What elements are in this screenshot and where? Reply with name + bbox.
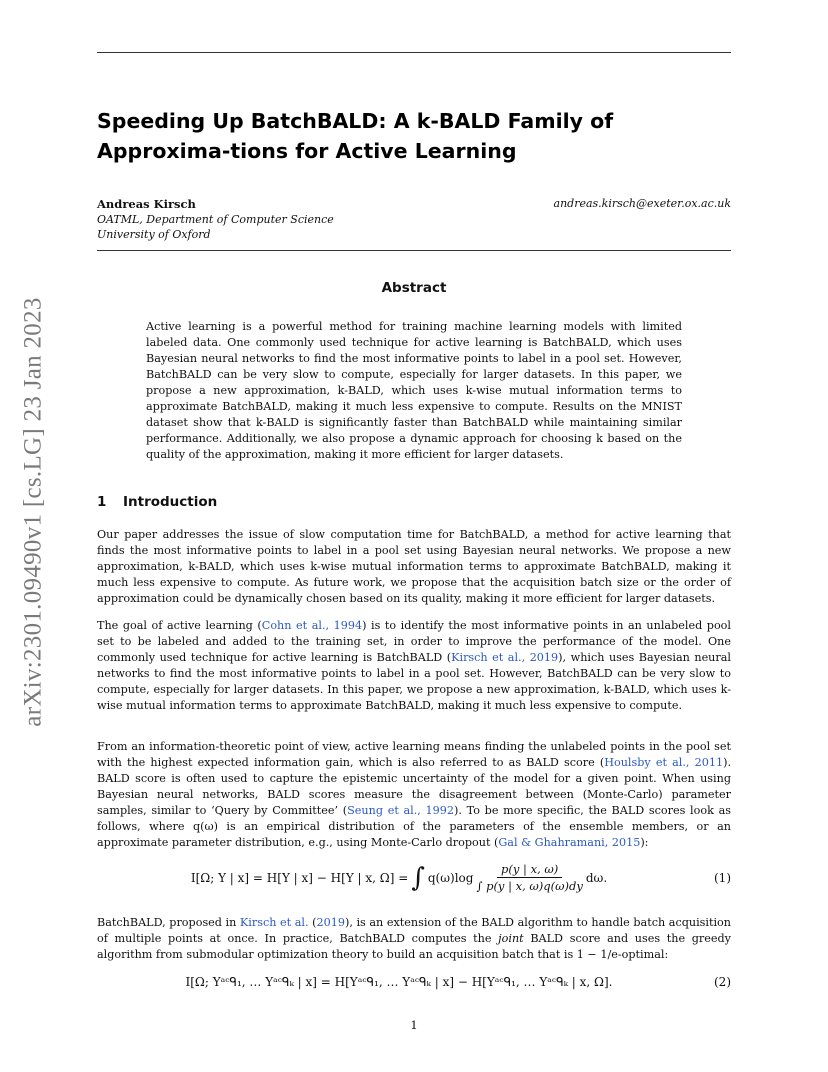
- equation-mid: q(ω)log: [427, 870, 474, 885]
- abstract-heading: Abstract: [381, 280, 447, 296]
- text-run: From an information-theoretic point of view, active learning means finding the unlabeled points in the pool set with the highest expected information gain, which is also referred to as BALD score (: [97, 740, 731, 769]
- text-run: ). To be more specific, the BALD scores look as follows, where q(ω) is an empirical distribution of the parameters of the ensemble members, or an approximate parameter distribution, e.g., using Monte-Carlo dropout (: [97, 804, 731, 849]
- equation-1: [97, 862, 731, 893]
- text-run: ). BALD score is often used to capture the epistemic uncertainty of the model for a given point. When using Bayesian neural networks, BALD scores measure the disagreement between (Monte-Carlo) parameter samples, similar to ‘Query by Committee’ (: [97, 756, 731, 817]
- integral-symbol: ∫: [411, 862, 425, 893]
- text-run: The goal of active learning (: [97, 619, 262, 632]
- abstract-text: Active learning is a powerful method for training machine learning models with limited labeled data. One commonly used technique for active learning is BatchBALD, which uses Bayesian neural networks to find the most informative points to label in a pool set. However, BatchBALD can be very slow to compute, especially for larger datasets. In this paper, we propose a new approximation, k-BALD, which uses k-wise mutual information terms to approximate BatchBALD, making it much less expensive to compute. Results on the MNIST dataset show that k-BALD is significantly faster than BatchBALD while maintaining similar performance. Additionally, we also propose a dynamic approach for choosing k based on the quality of the approximation, making it more efficient for larger datasets.: [146, 320, 682, 461]
- citation-link[interactable]: 2019: [316, 916, 345, 929]
- section-heading: [97, 494, 217, 510]
- text-run: (: [308, 916, 317, 929]
- equation-body: [97, 975, 701, 989]
- text-run: ), which uses Bayesian neural networks to find the most informative points to label in a pool set. However, BatchBALD can be very slow to compute, especially for larger datasets. In this paper, we propose a new approximation, k-BALD, which uses k-wise mutual information terms to approximate BatchBALD, making it much less expensive to compute.: [97, 651, 731, 712]
- text-run: ) is to identify the most informative points in an unlabeled pool set to be labeled and added to the training set, in order to improve the performance of the model. One commonly used technique for active learning is BatchBALD (: [97, 619, 731, 664]
- text-run: BALD score and uses the greedy algorithm from submodular optimization theory to build an acquisition batch that is 1 − 1/e-optimal:: [97, 932, 731, 961]
- fraction-numerator: p(y | x, ω): [497, 862, 562, 878]
- equation-text: I[Ω; Yᵃᶜᑫ₁, … Yᵃᶜᑫₖ | x] = H[Yᵃᶜᑫ₁, … Yᵃᶜᑫₖ | x] − H[Yᵃᶜᑫ₁, … Yᵃᶜᑫₖ | x, Ω].: [185, 975, 613, 989]
- fraction-denominator: ∫ p(y | x, ω)q(ω)dy: [476, 879, 583, 893]
- author-rule: [97, 250, 731, 251]
- arxiv-side-stamp: [14, 292, 54, 732]
- text-run: ):: [640, 836, 649, 849]
- author-institution: University of Oxford: [97, 228, 211, 241]
- emphasis: joint: [498, 932, 524, 945]
- equation-lhs: I[Ω; Y | x] = H[Y | x] − H[Y | x, Ω] =: [190, 870, 409, 885]
- paper-title: Speeding Up BatchBALD: A k-BALD Family of Approxima-tions for Active Learning: [97, 109, 614, 163]
- intro-paragraph-4: [97, 915, 731, 963]
- arxiv-identifier: arXiv:2301.09490v1 [cs.LG] 23 Jan 2023: [20, 297, 47, 727]
- citation-link[interactable]: Kirsch et al., 2019: [451, 651, 559, 664]
- equation-tail: dω.: [585, 870, 608, 885]
- citation-link[interactable]: Houlsby et al., 2011: [604, 756, 724, 769]
- equation-number: (2): [714, 975, 731, 989]
- equation-body: [97, 862, 701, 893]
- author-email: andreas.kirsch@exeter.ox.ac.uk: [553, 197, 731, 210]
- intro-paragraph-2: [97, 618, 731, 714]
- citation-link[interactable]: Seung et al., 1992: [347, 804, 455, 817]
- section-title: Introduction: [123, 494, 218, 510]
- top-rule: [97, 52, 731, 53]
- equation-fraction: [476, 862, 582, 893]
- intro-paragraph-3: [97, 739, 731, 851]
- author-affiliation: OATML, Department of Computer Science: [97, 213, 334, 226]
- citation-link[interactable]: Gal & Ghahramani, 2015: [498, 836, 641, 849]
- citation-link[interactable]: Cohn et al., 1994: [261, 619, 363, 632]
- intro-paragraph-1: Our paper addresses the issue of slow computation time for BatchBALD, a method for active learning that finds the most informative points to label in a pool set using Bayesian neural networks. We propose a new approximation, k-BALD, which uses k-wise mutual information terms to approximate BatchBALD, making it much less expensive to compute. As future work, we propose that the acquisition batch size or the order of approximation could be dynamically chosen based on its quality, making it more efficient for larger datasets.: [97, 528, 731, 605]
- section-number: 1: [97, 494, 107, 510]
- text-run: ), is an extension of the BALD algorithm to handle batch acquisition of multiple points at once. In practice, BatchBALD computes the: [97, 916, 731, 945]
- page-number: 1: [410, 1018, 418, 1032]
- text-run: BatchBALD, proposed in: [97, 916, 240, 929]
- equation-2: [97, 975, 731, 989]
- equation-number: (1): [714, 870, 731, 885]
- citation-link[interactable]: Kirsch et al.: [239, 916, 309, 929]
- author-name: Andreas Kirsch: [97, 197, 196, 211]
